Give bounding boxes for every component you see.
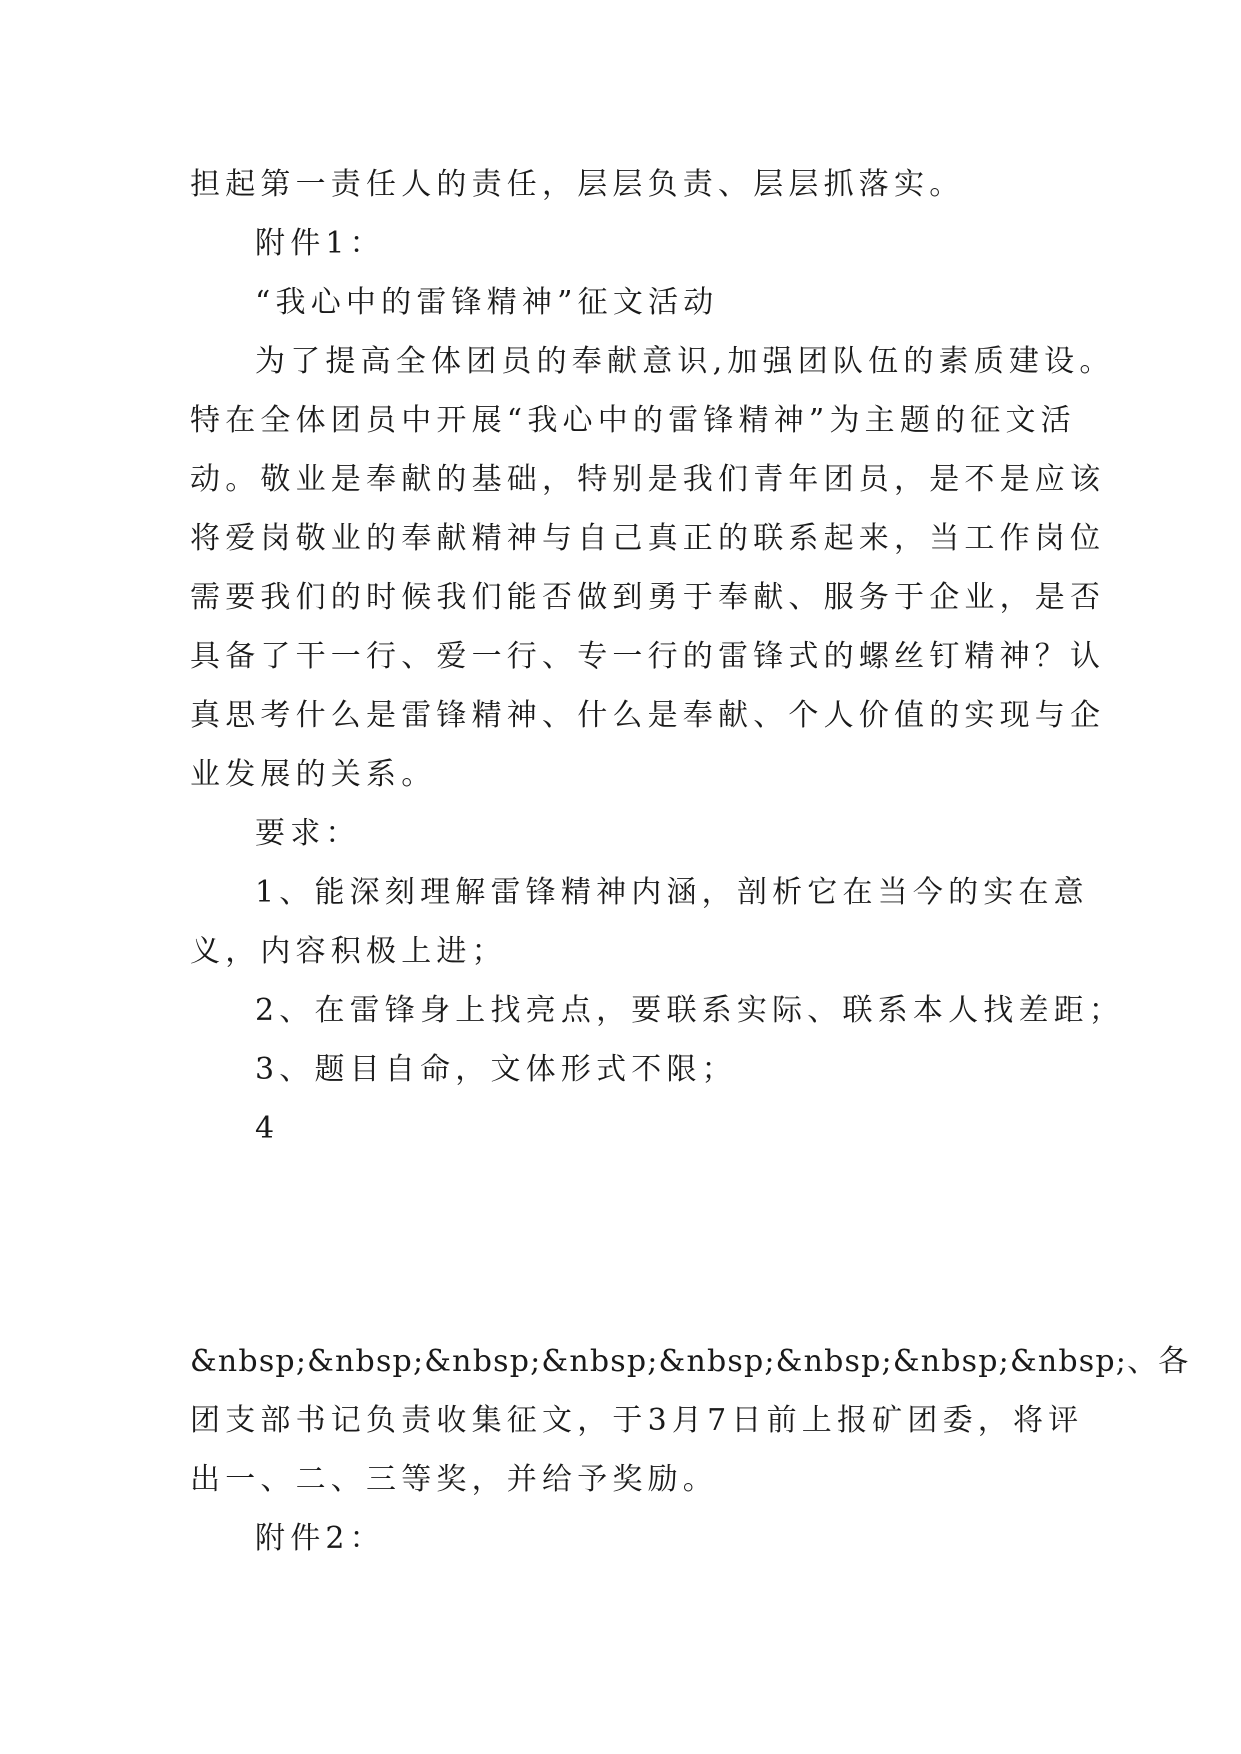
paragraph-line: 出一、二、三等奖，并给予奖励。 bbox=[190, 1462, 718, 1497]
paragraph-line: 需要我们的时候我们能否做到勇于奉献、服务于企业，是否 bbox=[190, 580, 1106, 615]
requirement-item: 1、能深刻理解雷锋精神内涵，剖析它在当今的实在意 bbox=[255, 875, 1089, 910]
paragraph-line: 具备了干一行、爱一行、专一行的雷锋式的螺丝钉精神？认 bbox=[190, 639, 1106, 674]
attachment-1-label: 附件1： bbox=[255, 226, 385, 261]
paragraph-line: 特在全体团员中开展“我心中的雷锋精神”为主题的征文活 bbox=[190, 403, 1076, 438]
paragraph-line: 动。敬业是奉献的基础，特别是我们青年团员，是不是应该 bbox=[190, 462, 1106, 497]
paragraph-line: &nbsp;&nbsp;&nbsp;&nbsp;&nbsp;&nbsp;&nbsp;&nbsp;、各 bbox=[190, 1344, 1190, 1379]
requirement-item-number: 4 bbox=[255, 1111, 280, 1146]
paragraph-line: 担起第一责任人的责任，层层负责、层层抓落实。 bbox=[190, 167, 965, 202]
paragraph-line: 业发展的关系。 bbox=[190, 757, 437, 792]
paragraph-line: 真思考什么是雷锋精神、什么是奉献、个人价值的实现与企 bbox=[190, 698, 1106, 733]
paragraph-line: 将爱岗敬业的奉献精神与自己真正的联系起来，当工作岗位 bbox=[190, 521, 1106, 556]
requirement-item-continued: 义，内容积极上进； bbox=[190, 934, 507, 969]
requirements-heading: 要求： bbox=[255, 816, 361, 851]
requirement-item: 2、在雷锋身上找亮点，要联系实际、联系本人找差距； bbox=[255, 993, 1125, 1028]
essay-activity-title: “我心中的雷锋精神”征文活动 bbox=[255, 285, 719, 320]
paragraph-line: 团支部书记负责收集征文，于3月7日前上报矿团委，将评 bbox=[190, 1403, 1084, 1438]
attachment-2-label: 附件2： bbox=[255, 1521, 385, 1556]
requirement-item: 3、题目自命，文体形式不限； bbox=[255, 1052, 737, 1087]
paragraph-line: 为了提高全体团员的奉献意识,加强团队伍的素质建设。 bbox=[255, 344, 1115, 379]
